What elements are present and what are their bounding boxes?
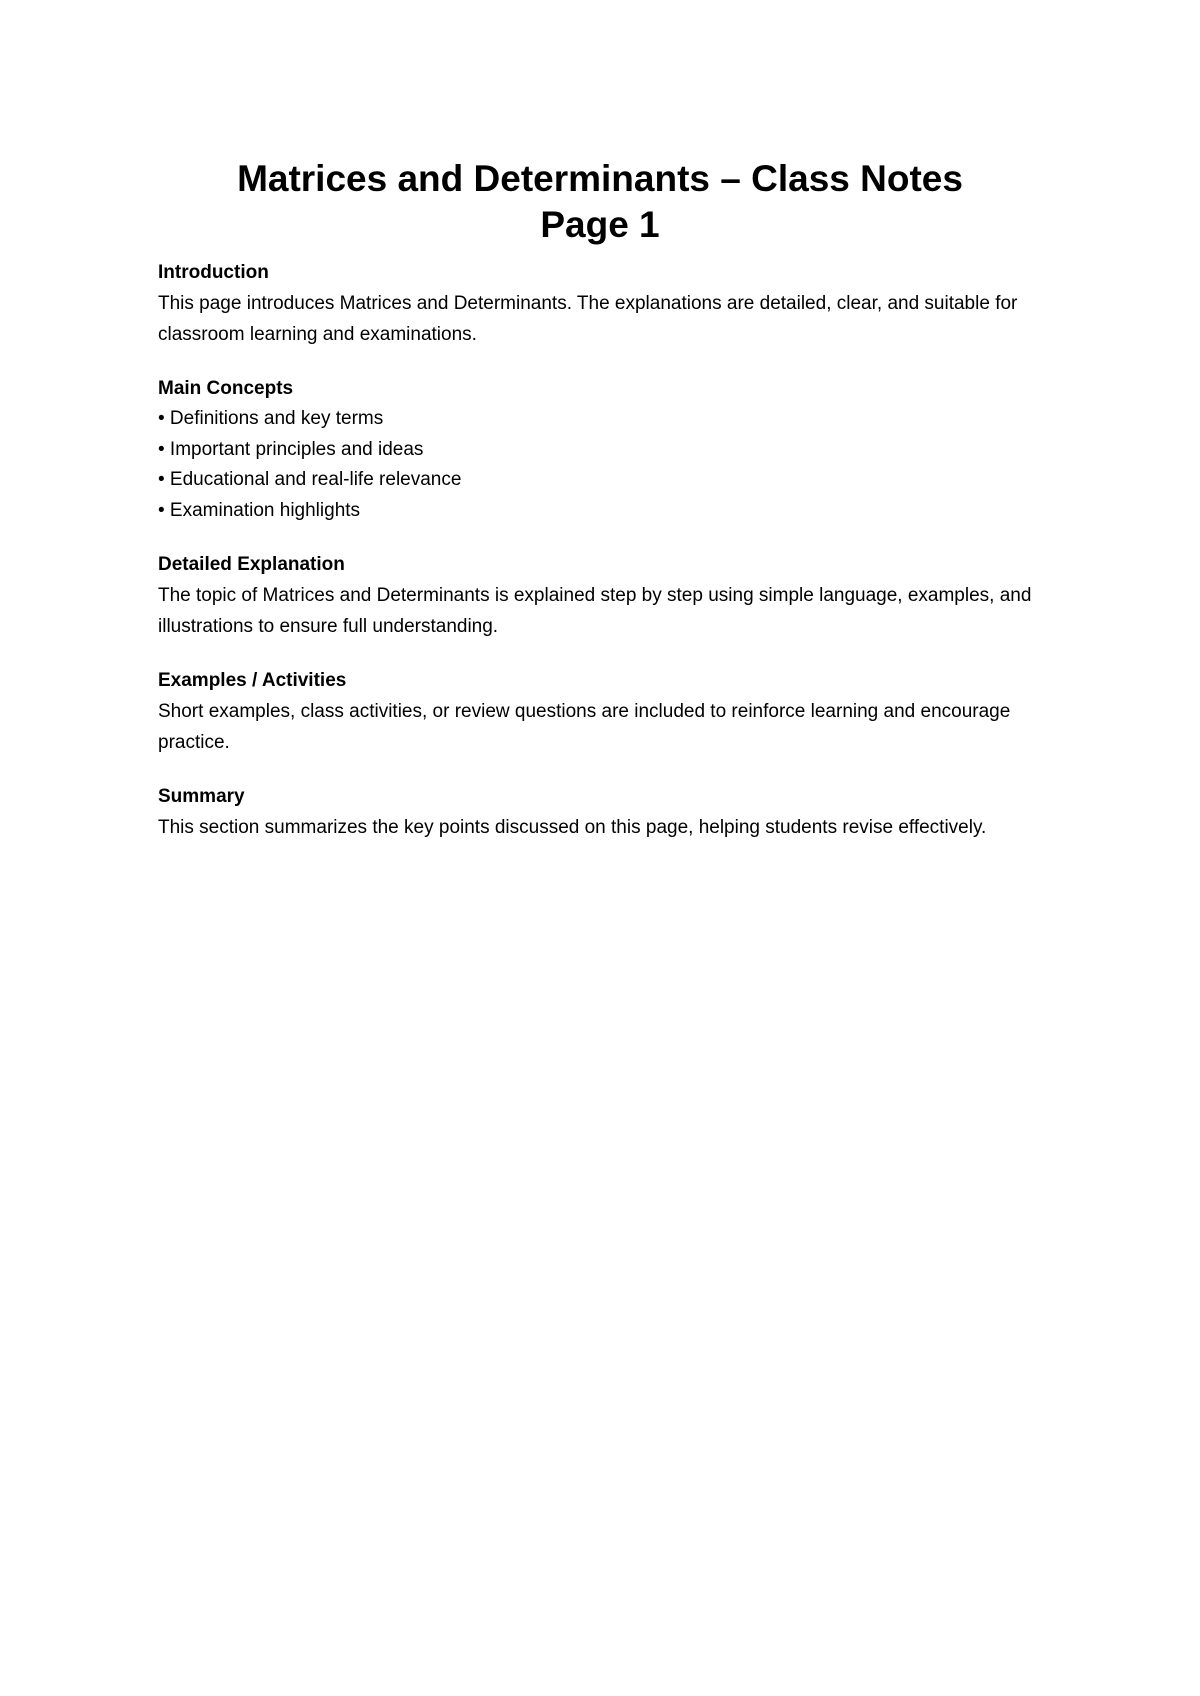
section-heading: Detailed Explanation: [158, 554, 345, 575]
section-text: Short examples, class activities, or review questions are included to reinforce learning and encourage practice.: [158, 701, 1011, 753]
page-number-title: Page 1: [540, 204, 660, 245]
list-item: • Important principles and ideas: [158, 438, 424, 460]
section-text: This page introduces Matrices and Determinants. The explanations are detailed, clear, and suitable for classroom learning and examinations.: [158, 293, 1018, 345]
section-heading: Summary: [158, 786, 245, 807]
section-text: The topic of Matrices and Determinants is explained step by step using simple language, examples, and illustrations to ensure full understanding.: [158, 585, 1032, 637]
section-text: This section summarizes the key points discussed on this page, helping students revise effectively.: [158, 817, 987, 838]
section-introduction: [158, 258, 1058, 350]
concepts-list: [158, 404, 1058, 526]
document-content: [158, 258, 1058, 867]
section-heading: Introduction: [158, 262, 269, 283]
section-heading: Examples / Activities: [158, 670, 347, 691]
list-item: • Educational and real-life relevance: [158, 469, 462, 490]
section-examples-activities: [158, 666, 1058, 758]
section-summary: [158, 782, 1058, 843]
list-item: • Definitions and key terms: [158, 408, 384, 429]
list-item: • Examination highlights: [158, 499, 361, 521]
section-heading: Main Concepts: [158, 378, 294, 399]
title-block: [0, 156, 1200, 248]
document-title: Matrices and Determinants – Class Notes: [237, 158, 963, 199]
section-detailed-explanation: [158, 550, 1058, 642]
section-main-concepts: [158, 374, 1058, 526]
